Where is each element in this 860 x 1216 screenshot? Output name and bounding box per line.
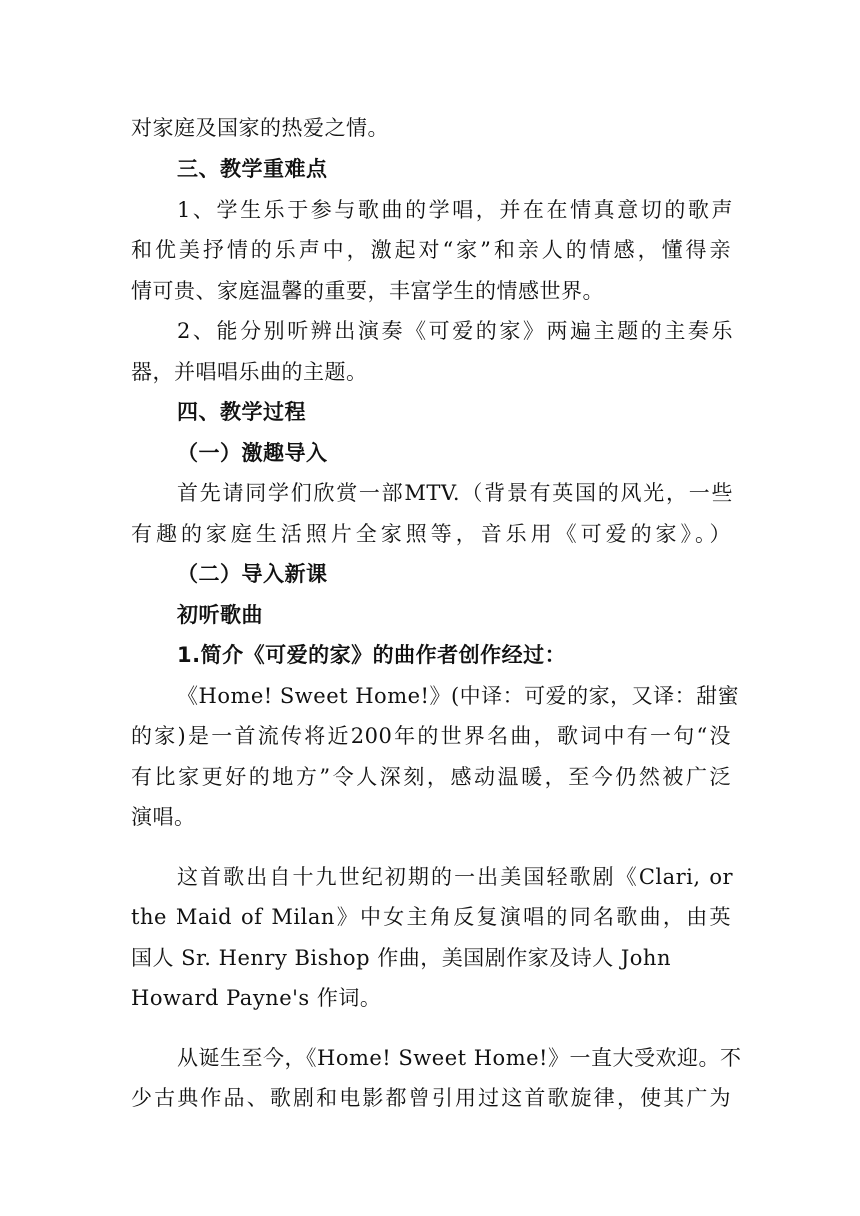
- body-text-line: 1、学生乐于参与歌曲的学唱，并在在情真意切的歌声: [177, 198, 733, 222]
- section-heading: 三、教学重难点: [177, 157, 328, 181]
- subsection-heading: 1.简介《可爱的家》的曲作者创作经过：: [177, 643, 567, 667]
- body-text-line: 少古典作品、歌剧和电影都曾引用过这首歌旋律，使其广为: [131, 1086, 731, 1110]
- body-text-line: Howard Payne's 作词。: [131, 986, 382, 1010]
- body-text-line: 演唱。: [131, 805, 196, 829]
- subsection-heading: （二）导入新课: [177, 562, 328, 586]
- subsection-heading: （一）激趣导入: [177, 441, 328, 465]
- body-text-line: 有比家更好的地方”令人深刻，感动温暖，至今仍然被广泛: [131, 765, 731, 789]
- subsection-heading: 初听歌曲: [177, 603, 263, 627]
- section-heading: 四、教学过程: [177, 400, 306, 424]
- body-text-line: 有趣的家庭生活照片全家照等，音乐用《可爱的家》。）: [131, 522, 731, 546]
- body-text-line: 《Home! Sweet Home!》(中译：可爱的家，又译：甜蜜: [177, 684, 740, 708]
- body-text-line: 国人 Sr. Henry Bishop 作曲，美国剧作家及诗人 John: [131, 946, 671, 970]
- body-text-line: 器，并唱唱乐曲的主题。: [131, 360, 368, 384]
- body-text-line: 和优美抒情的乐声中，激起对“家”和亲人的情感，懂得亲: [131, 238, 731, 262]
- body-text-line: 这首歌出自十九世纪初期的一出美国轻歌剧《Clari, or: [177, 865, 733, 889]
- body-text-line: 情可贵、家庭温馨的重要，丰富学生的情感世界。: [131, 279, 604, 303]
- body-text-line: 对家庭及国家的热爱之情。: [131, 116, 389, 140]
- body-text-line: 的家)是一首流传将近200年的世界名曲，歌词中有一句“没: [131, 724, 731, 748]
- body-text-line: 从诞生至今，《Home! Sweet Home!》一直大受欢迎。不: [177, 1046, 742, 1070]
- body-text-line: 2、能分别听辨出演奏《可爱的家》两遍主题的主奏乐: [177, 319, 733, 343]
- body-text-line: 首先请同学们欣赏一部MTV.（背景有英国的风光，一些: [177, 481, 733, 505]
- body-text-line: the Maid of Milan》中女主角反复演唱的同名歌曲，由英: [131, 905, 731, 929]
